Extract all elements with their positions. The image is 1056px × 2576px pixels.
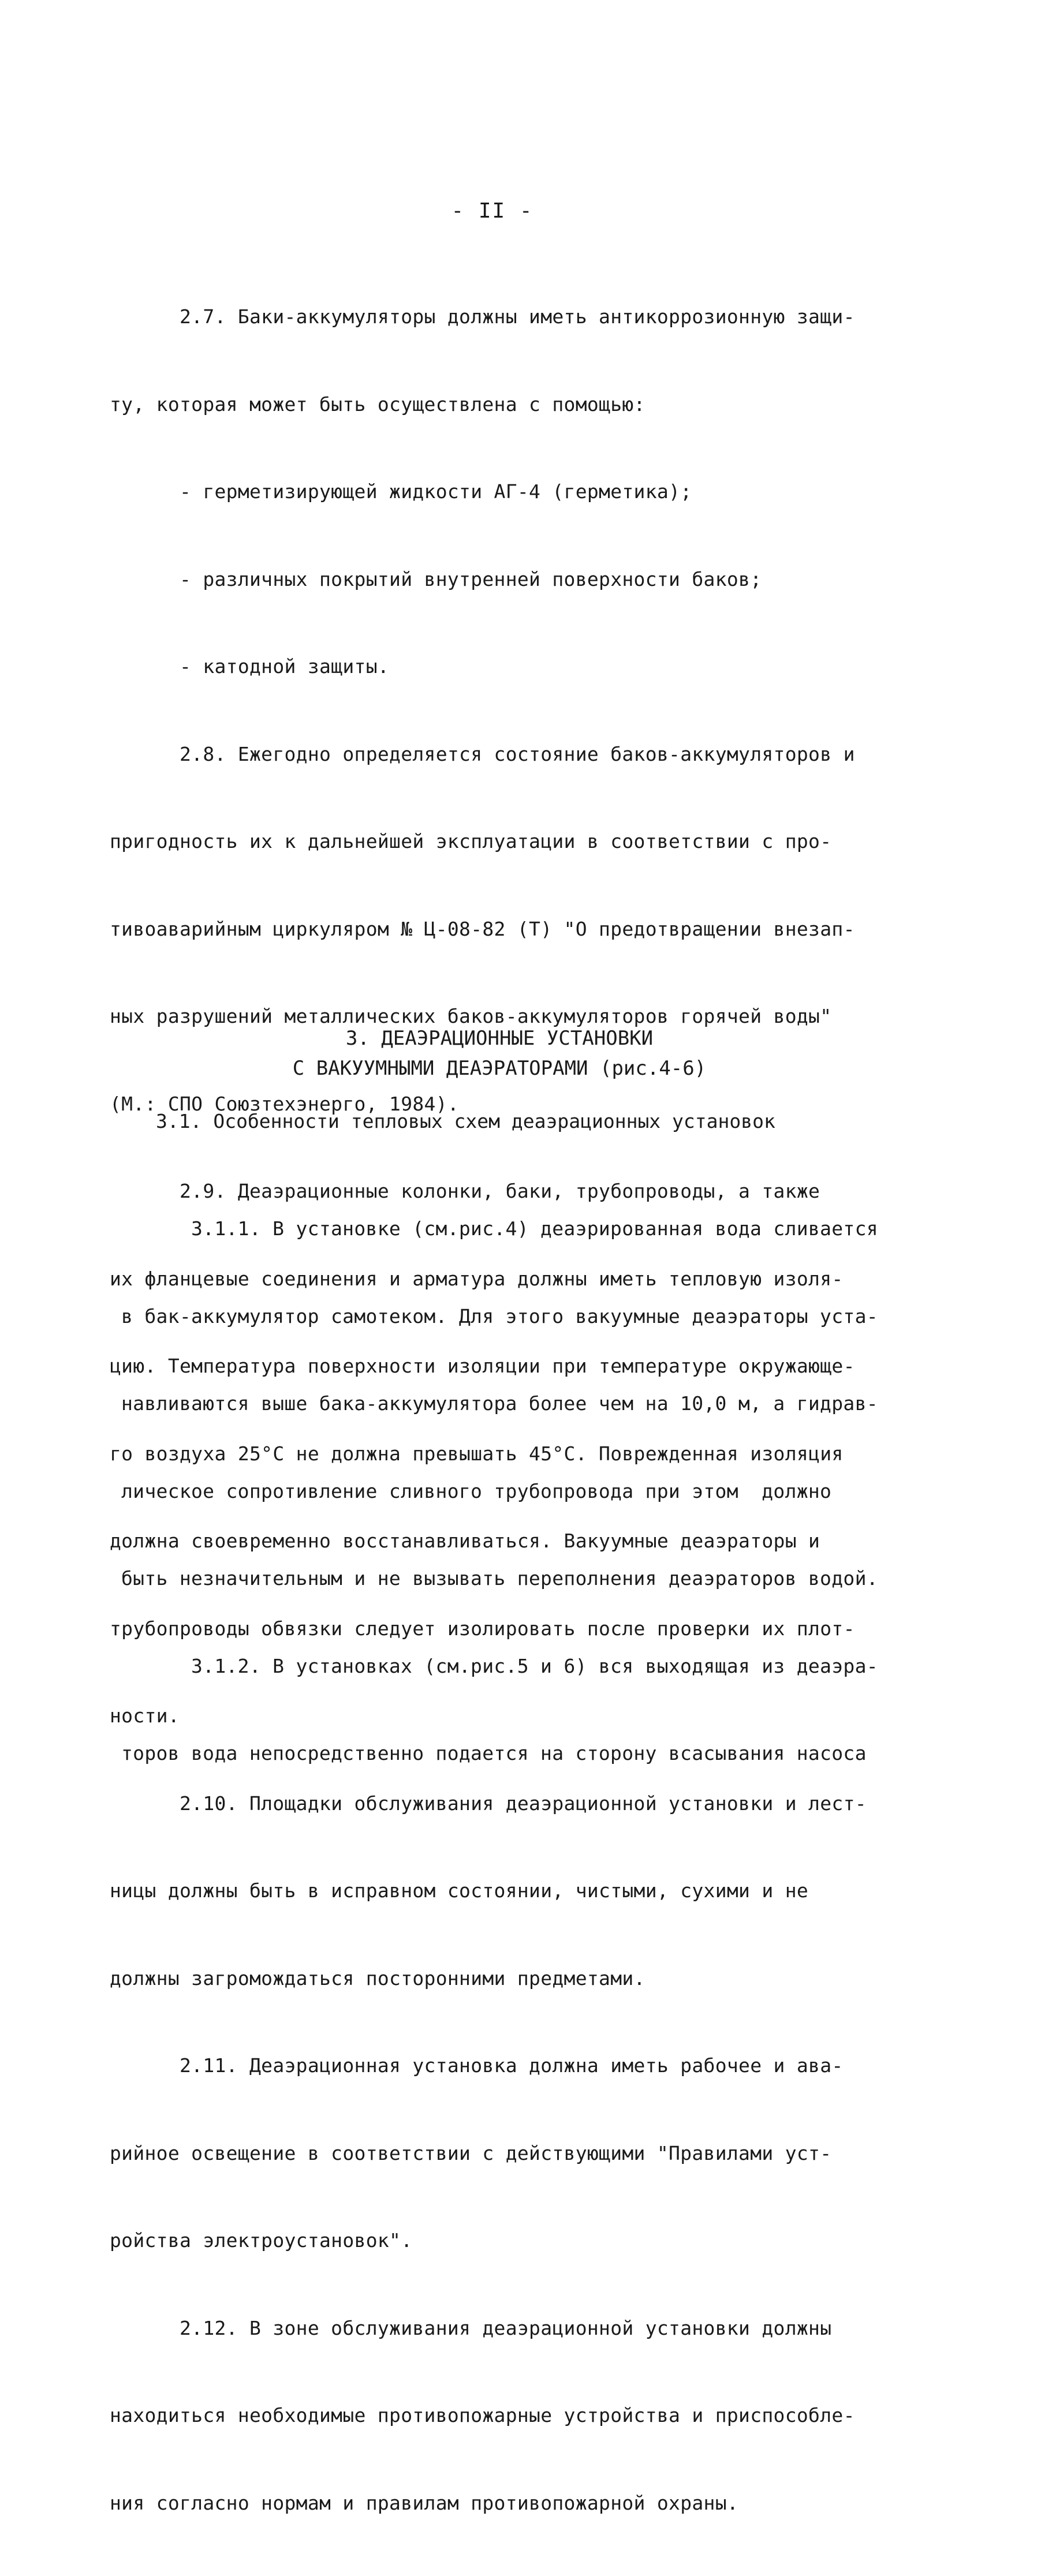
text-line: быть незначительным и не вызывать переполнения деаэраторов водой. bbox=[121, 1567, 878, 1590]
text-line: трубопроводы обвязки следует изолировать после проверки их плот- bbox=[110, 1617, 855, 1640]
page-number: - II - bbox=[451, 199, 533, 223]
text-line: 3.1.2. В установках (см.рис.5 и 6) вся выходящая из деаэра- bbox=[121, 1654, 878, 1677]
text-line: навливаются выше бака-аккумулятора более чем на 10,0 м, а гидрав- bbox=[121, 1392, 878, 1415]
text-line: 3.1.1. В установке (см.рис.4) деаэрированная вода сливается bbox=[121, 1217, 878, 1240]
text-line: находиться необходимые противопожарные устройства и приспособле- bbox=[110, 2404, 855, 2427]
section-heading-line-2: С ВАКУУМНЫМИ ДЕАЭРАТОРАМИ (рис.4-6) bbox=[292, 1057, 707, 1080]
text-line: ройства электроустановок". bbox=[110, 2229, 413, 2252]
text-line: торов вода непосредственно подается на сторону всасывания насоса bbox=[121, 1742, 867, 1764]
text-line: 2.10. Площадки обслуживания деаэрационной установки и лест- bbox=[110, 1792, 867, 1815]
text-line: ных разрушений металлических баков-аккумуляторов горячей воды" bbox=[110, 1005, 832, 1027]
text-line: должны загромождаться посторонними предметами. bbox=[110, 1966, 645, 1990]
text-line: (М.: СПО Союзтехэнерго, 1984). bbox=[110, 1092, 460, 1115]
section-heading-line-1: 3. ДЕАЭРАЦИОННЫЕ УСТАНОВКИ bbox=[345, 1027, 654, 1050]
text-line: рийное освещение в соответствии с действующими "Правилами уст- bbox=[110, 2141, 832, 2164]
text-line: тивоаварийным циркуляром № Ц-08-82 (Т) "О предотвращении внезап- bbox=[110, 917, 855, 940]
text-line: 2.7. Баки-аккумуляторы должны иметь антикоррозионную защи- bbox=[110, 305, 855, 328]
text-line: ности. bbox=[110, 1704, 180, 1727]
text-line: ницы должны быть в исправном состоянии, чистыми, сухими и не bbox=[110, 1879, 809, 1902]
text-line: 2.9. Деаэрационные колонки, баки, трубопроводы, а также bbox=[110, 1180, 820, 1202]
text-line: ту, которая может быть осуществлена с помощью: bbox=[110, 392, 645, 416]
text-line: ния согласно нормам и правилам противопожарной охраны. bbox=[110, 2491, 739, 2514]
text-line: 2.8. Ежегодно определяется состояние баков-аккумуляторов и bbox=[110, 742, 855, 765]
text-line: - различных покрытий внутренней поверхности баков; bbox=[110, 567, 762, 590]
text-line: - герметизирующей жидкости АГ-4 (герметика); bbox=[110, 480, 692, 503]
text-line: цию. Температура поверхности изоляции при температуре окружающе- bbox=[110, 1355, 855, 1377]
text-line: в бак-аккумулятор самотеком. Для этого вакуумные деаэраторы уста- bbox=[121, 1304, 878, 1328]
text-line: - катодной защиты. bbox=[110, 655, 390, 678]
text-line: 2.11. Деаэрационная установка должна иметь рабочее и ава- bbox=[110, 2054, 844, 2077]
text-line: должна своевременно восстанавливаться. Вакуумные деаэраторы и bbox=[110, 1530, 820, 1552]
subsection-heading: 3.1. Особенности тепловых схем деаэрационных установок bbox=[156, 1110, 775, 1132]
text-line: пригодность их к дальнейшей эксплуатации в соответствии с про- bbox=[110, 830, 832, 853]
text-line: лическое сопротивление сливного трубопровода при этом должно bbox=[121, 1479, 832, 1502]
text-line: 2.12. В зоне обслуживания деаэрационной установки должны bbox=[110, 2316, 832, 2339]
text-line: го воздуха 25°С не должна превышать 45°С. Поврежденная изоляция bbox=[110, 1442, 844, 1465]
paragraphs-section-3 bbox=[121, 1156, 878, 1827]
text-line: их фланцевые соединения и арматура должны иметь тепловую изоля- bbox=[110, 1267, 844, 1290]
